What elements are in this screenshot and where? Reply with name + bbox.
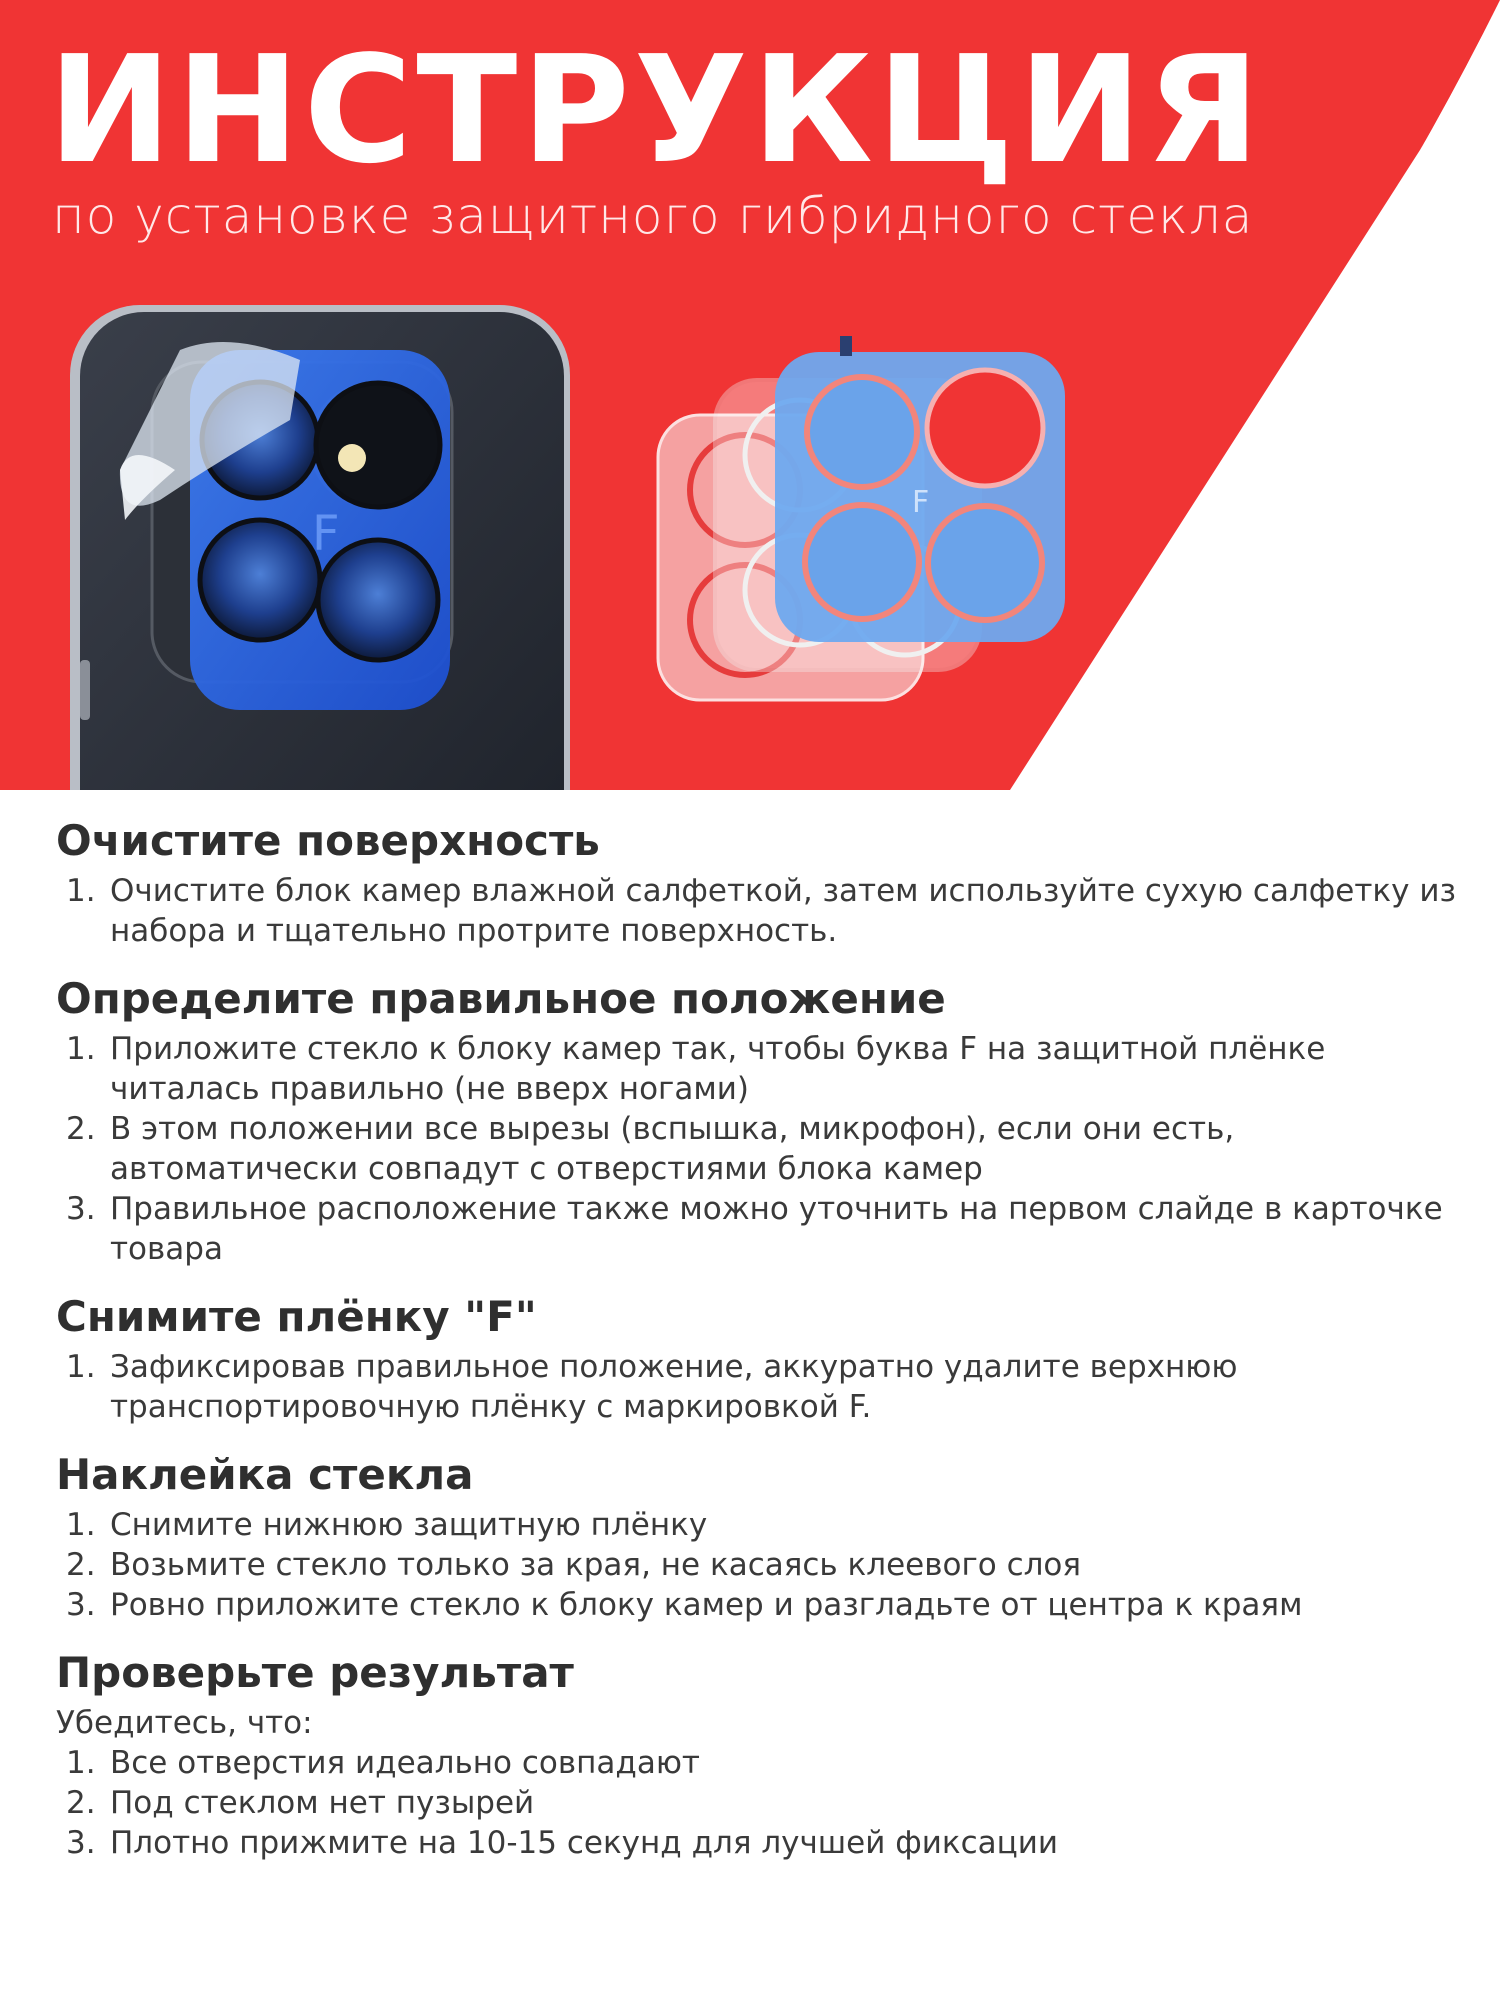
list-item-text: Очистите блок камер влажной салфеткой, затем используйте сухую салфетку из набора и тщательно протрите поверхность. (110, 873, 1456, 949)
list-item-number: 3. (66, 1587, 96, 1623)
list-item (56, 1505, 1456, 1545)
list-item-text: Снимите нижнюю защитную плёнку (110, 1507, 708, 1543)
list-item-number: 2. (66, 1111, 96, 1147)
section-title: Снимите плёнку "F" (56, 1292, 537, 1341)
list-item-text: Все отверстия идеально совпадают (110, 1745, 700, 1781)
list-item-text: Под стеклом нет пузырей (110, 1785, 535, 1821)
list-item-number: 1. (66, 1349, 96, 1385)
list-item-text: Приложите стекло к блоку камер так, чтобы буква F на защитной плёнке читалась правильно (не вверх ногами) (110, 1031, 1326, 1107)
list-item-number: 3. (66, 1825, 96, 1861)
section-title: Определите правильное положение (56, 974, 946, 1023)
section-check-result (56, 1647, 1456, 1863)
section-remove-film (56, 1291, 1456, 1427)
list-item (56, 1783, 1456, 1823)
step-list (56, 871, 1456, 951)
list-item-number: 1. (66, 1745, 96, 1781)
svg-text:F: F (312, 506, 340, 562)
list-item-number: 1. (66, 873, 96, 909)
glass-f-marker: F (912, 485, 930, 520)
list-item (56, 1585, 1456, 1625)
step-list (56, 1347, 1456, 1427)
list-item-number: 1. (66, 1031, 96, 1067)
step-list (56, 1505, 1456, 1625)
page-subtitle: по установке защитного гибридного стекла (52, 187, 1254, 245)
section-position (56, 973, 1456, 1269)
page-title: ИНСТРУКЦИЯ (48, 24, 1264, 196)
step-list (56, 1029, 1456, 1269)
list-item-number: 3. (66, 1191, 96, 1227)
section-intro: Убедитесь, что: (56, 1705, 313, 1741)
list-item (56, 1109, 1456, 1189)
list-item-number: 2. (66, 1547, 96, 1583)
list-item-text: Ровно приложите стекло к блоку камер и разгладьте от центра к краям (110, 1587, 1303, 1623)
section-title: Очистите поверхность (56, 816, 600, 865)
list-item (56, 1347, 1456, 1427)
list-item-number: 2. (66, 1785, 96, 1821)
list-item-text: Плотно прижмите на 10-15 секунд для лучшей фиксации (110, 1825, 1059, 1861)
list-item-number: 1. (66, 1507, 96, 1543)
section-apply-glass (56, 1449, 1456, 1625)
section-title: Проверьте результат (56, 1648, 574, 1697)
list-item (56, 1823, 1456, 1863)
list-item (56, 1743, 1456, 1783)
list-item (56, 1545, 1456, 1585)
list-item-text: В этом положении все вырезы (вспышка, микрофон), если они есть, автоматически совпадут с отверстиями блока камер (110, 1111, 1235, 1187)
list-item (56, 1189, 1456, 1269)
section-title: Наклейка стекла (56, 1450, 474, 1499)
hero-banner (0, 0, 1500, 790)
list-item-text: Правильное расположение также можно уточнить на первом слайде в карточке товара (110, 1191, 1443, 1267)
list-item-text: Зафиксировав правильное положение, аккуратно удалите верхнюю транспортировочную плёнку с маркировкой F. (110, 1349, 1238, 1425)
instructions (56, 815, 1456, 1885)
step-list (56, 1743, 1456, 1863)
section-clean-surface (56, 815, 1456, 951)
list-item (56, 871, 1456, 951)
list-item-text: Возьмите стекло только за края, не касаясь клеевого слоя (110, 1547, 1082, 1583)
list-item (56, 1029, 1456, 1109)
